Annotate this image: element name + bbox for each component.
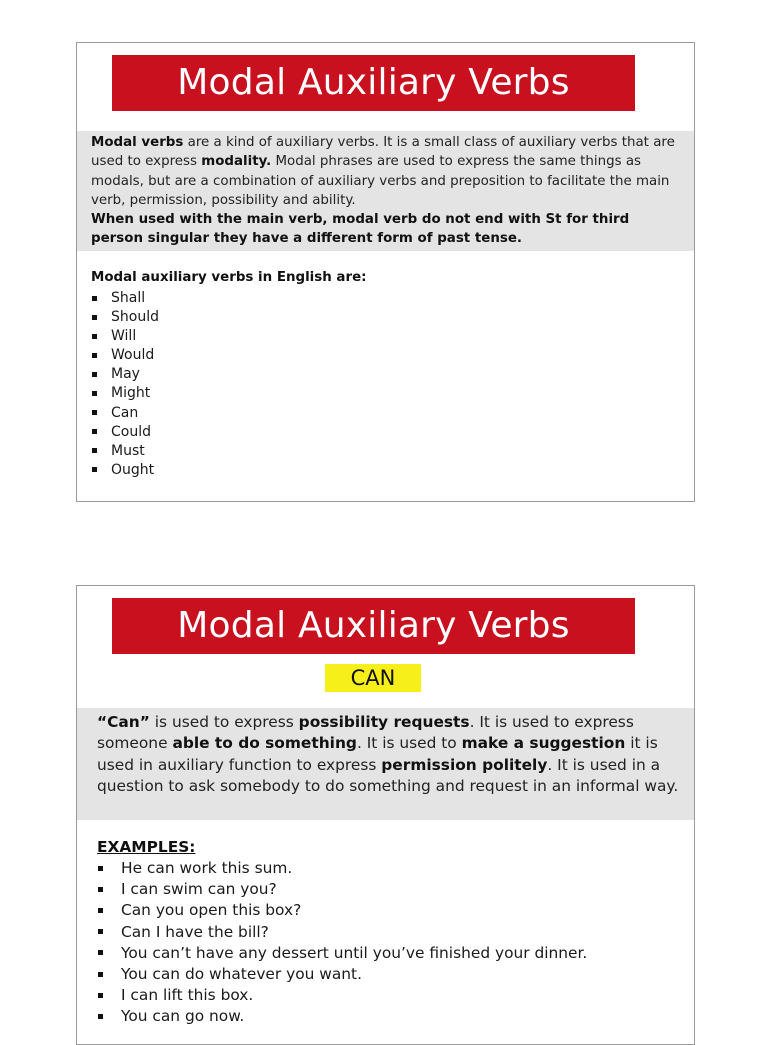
list-item: He can work this sum. <box>97 858 587 879</box>
list-item: I can swim can you? <box>97 879 587 900</box>
intro-text: . It is used to <box>356 734 462 753</box>
intro-text: . It is used in a question to ask somebody to do something and request in an informal way. <box>97 755 679 796</box>
intro-text: is used to express <box>149 713 299 731</box>
list-item: Must <box>91 442 159 461</box>
intro-text: it is used in auxiliary function to express <box>97 734 658 774</box>
examples-heading: EXAMPLES: <box>97 838 196 856</box>
intro-bold-term: able to do something <box>172 734 357 753</box>
card-title: Modal Auxiliary Verbs <box>112 55 635 111</box>
list-item: Could <box>91 423 159 442</box>
list-item: You can go now. <box>97 1006 587 1027</box>
intro-text: are a kind of auxiliary verbs. It is a small class of auxiliary verbs that are used to express <box>91 135 675 170</box>
list-item: You can do whatever you want. <box>97 964 587 985</box>
intro-paragraph <box>77 131 694 251</box>
list-item: Can I have the bill? <box>97 922 587 943</box>
list-item: Can <box>91 404 159 423</box>
intro-bold-sentence: When used with the main verb, modal verb do not end with St for third person singular they have a different form of past tense. <box>91 212 630 247</box>
list-item: I can lift this box. <box>97 985 587 1006</box>
intro-paragraph <box>77 708 694 820</box>
list-item: Can you open this box? <box>97 900 587 921</box>
list-item: Shall <box>91 289 159 308</box>
list-item: Would <box>91 346 159 365</box>
list-heading: Modal auxiliary verbs in English are: <box>91 270 367 285</box>
list-item: Will <box>91 327 159 346</box>
intro-text: Modal phrases are used to express the same things as modals, but are a combination of auxiliary verbs and preposition to facilitate the main verb, permission, possibility and ability. <box>91 154 670 208</box>
modal-verbs-card <box>76 42 695 502</box>
list-item: Should <box>91 308 159 327</box>
intro-bold-term: permission politely <box>381 755 548 774</box>
intro-bold-term: modality. <box>201 154 272 170</box>
can-verb-card <box>76 585 695 1045</box>
examples-list <box>97 858 587 1028</box>
intro-bold-term: make a suggestion <box>461 734 626 753</box>
list-item: Might <box>91 384 159 403</box>
list-item: Ought <box>91 461 159 480</box>
verb-badge: CAN <box>325 664 421 692</box>
modal-verb-list <box>91 289 159 480</box>
list-item: May <box>91 365 159 384</box>
intro-bold-term: “Can” <box>97 713 150 731</box>
list-item: You can’t have any dessert until you’ve finished your dinner. <box>97 943 587 964</box>
intro-text: . It is used to express someone <box>97 713 634 753</box>
card-title: Modal Auxiliary Verbs <box>112 598 635 654</box>
intro-bold-term: Modal verbs <box>91 135 184 150</box>
intro-bold-term: possibility requests <box>298 713 470 731</box>
